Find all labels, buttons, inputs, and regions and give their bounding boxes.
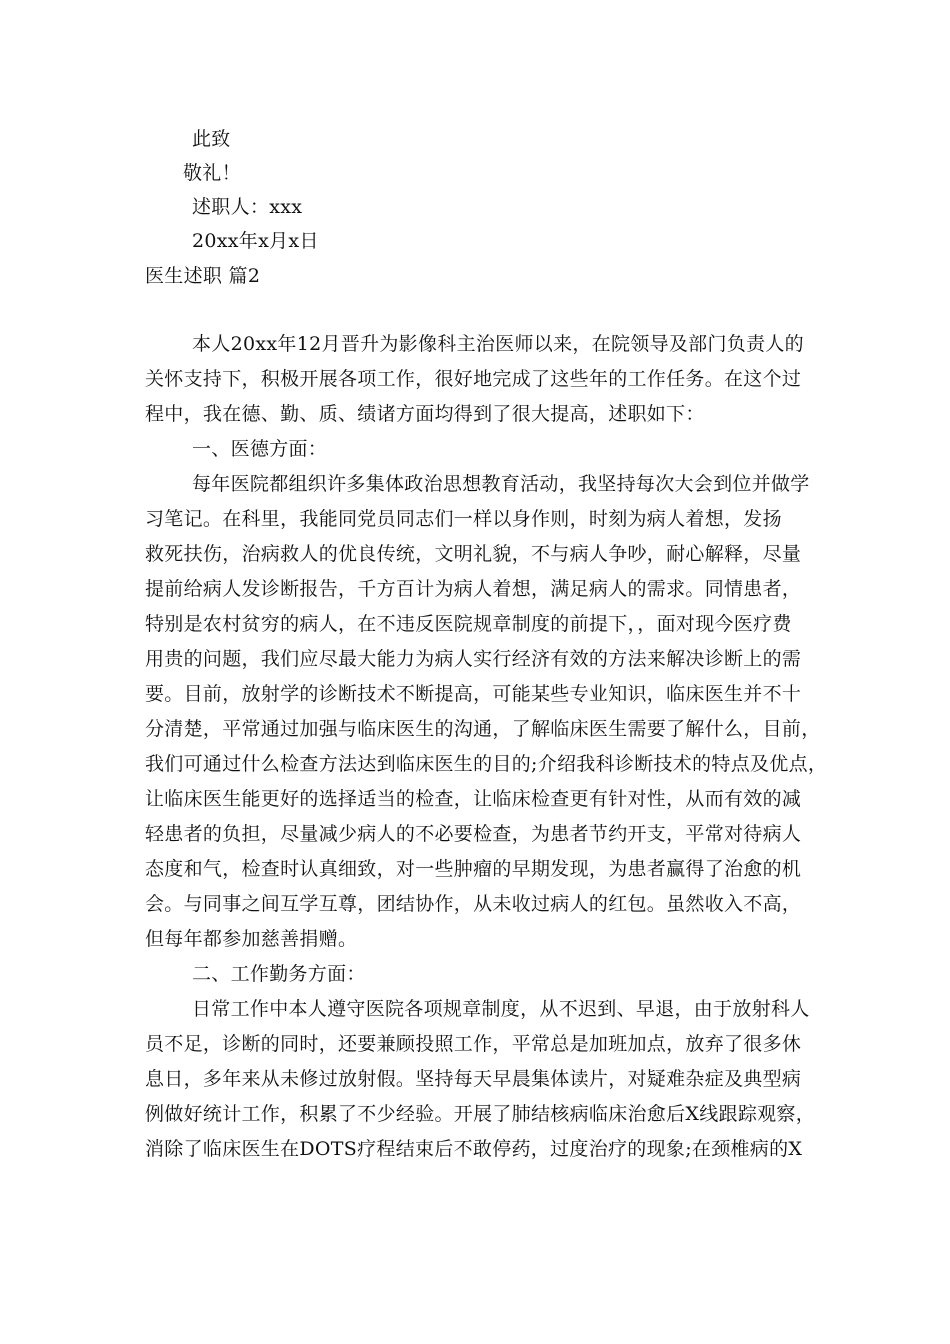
body-line: 用贵的问题，我们应尽最大能力为病人实行经济有效的方法来解决诊断上的需: [145, 648, 802, 670]
closing-salutation: 此致: [192, 128, 231, 150]
body-line: 轻患者的负担，尽量减少病人的不必要检查，为患者节约开支，平常对待病人: [145, 823, 802, 845]
body-line: 关怀支持下，积极开展各项工作，很好地完成了这些年的工作任务。在这个过: [145, 368, 802, 390]
body-line: 特别是农村贫穷的病人，在不违反医院规章制度的前提下，，面对现今医疗费: [145, 613, 792, 635]
body-line: 但每年都参加慈善捐赠。: [145, 928, 358, 950]
body-line: 每年医院都组织许多集体政治思想教育活动，我坚持每次大会到位并做学: [192, 473, 810, 495]
section-title: 医生述职 篇2: [145, 265, 261, 287]
body-line: 态度和气，检查时认真细致，对一些肿瘤的早期发现，为患者赢得了治愈的机: [145, 858, 802, 880]
body-line: 分清楚，平常通过加强与临床医生的沟通，了解临床医生需要了解什么，目前，: [145, 718, 821, 740]
closing-regards: 敬礼！: [183, 162, 241, 184]
body-line: 程中，我在德、勤、质、绩诸方面均得到了很大提高，述职如下：: [145, 403, 705, 425]
date-line: 20xx年x月x日: [192, 230, 319, 252]
body-line: 要。目前，放射学的诊断技术不断提高，可能某些专业知识，临床医生并不十: [145, 683, 802, 705]
body-line: 会。与同事之间互学互尊，团结协作，从未收过病人的红包。虽然收入不高，: [145, 893, 802, 915]
body-line: 本人20xx年12月晋升为影像科主治医师以来，在院领导及部门负责人的: [192, 333, 804, 355]
section-heading: 二、工作勤务方面：: [192, 963, 366, 985]
body-line: 救死扶伤，治病救人的优良传统，文明礼貌，不与病人争吵，耐心解释，尽量: [145, 543, 802, 565]
body-line: 例做好统计工作，积累了不少经验。开展了肺结核病临床治愈后X线跟踪观察，: [145, 1103, 816, 1125]
signer-line: 述职人：xxx: [192, 196, 303, 218]
body-line: 员不足，诊断的同时，还要兼顾投照工作，平常总是加班加点，放弃了很多休: [145, 1033, 802, 1055]
body-line: 让临床医生能更好的选择适当的检查，让临床检查更有针对性，从而有效的减: [145, 788, 802, 810]
body-line: 消除了临床医生在DOTS疗程结束后不敢停药，过度治疗的现象;在颈椎病的X: [145, 1138, 803, 1160]
body-line: 息日，多年来从未修过放射假。坚持每天早晨集体读片，对疑难杂症及典型病: [145, 1068, 802, 1090]
body-line: 我们可通过什么检查方法达到临床医生的目的;介绍我科诊断技术的特点及优点，: [145, 753, 828, 775]
body-line: 习笔记。在科里，我能同党员同志们一样以身作则，时刻为病人着想，发扬: [145, 508, 782, 530]
body-line: 提前给病人发诊断报告，千方百计为病人着想，满足病人的需求。同情患者，: [145, 578, 802, 600]
body-line: 日常工作中本人遵守医院各项规章制度，从不迟到、早退，由于放射科人: [192, 998, 810, 1020]
section-heading: 一、医德方面：: [192, 438, 328, 460]
